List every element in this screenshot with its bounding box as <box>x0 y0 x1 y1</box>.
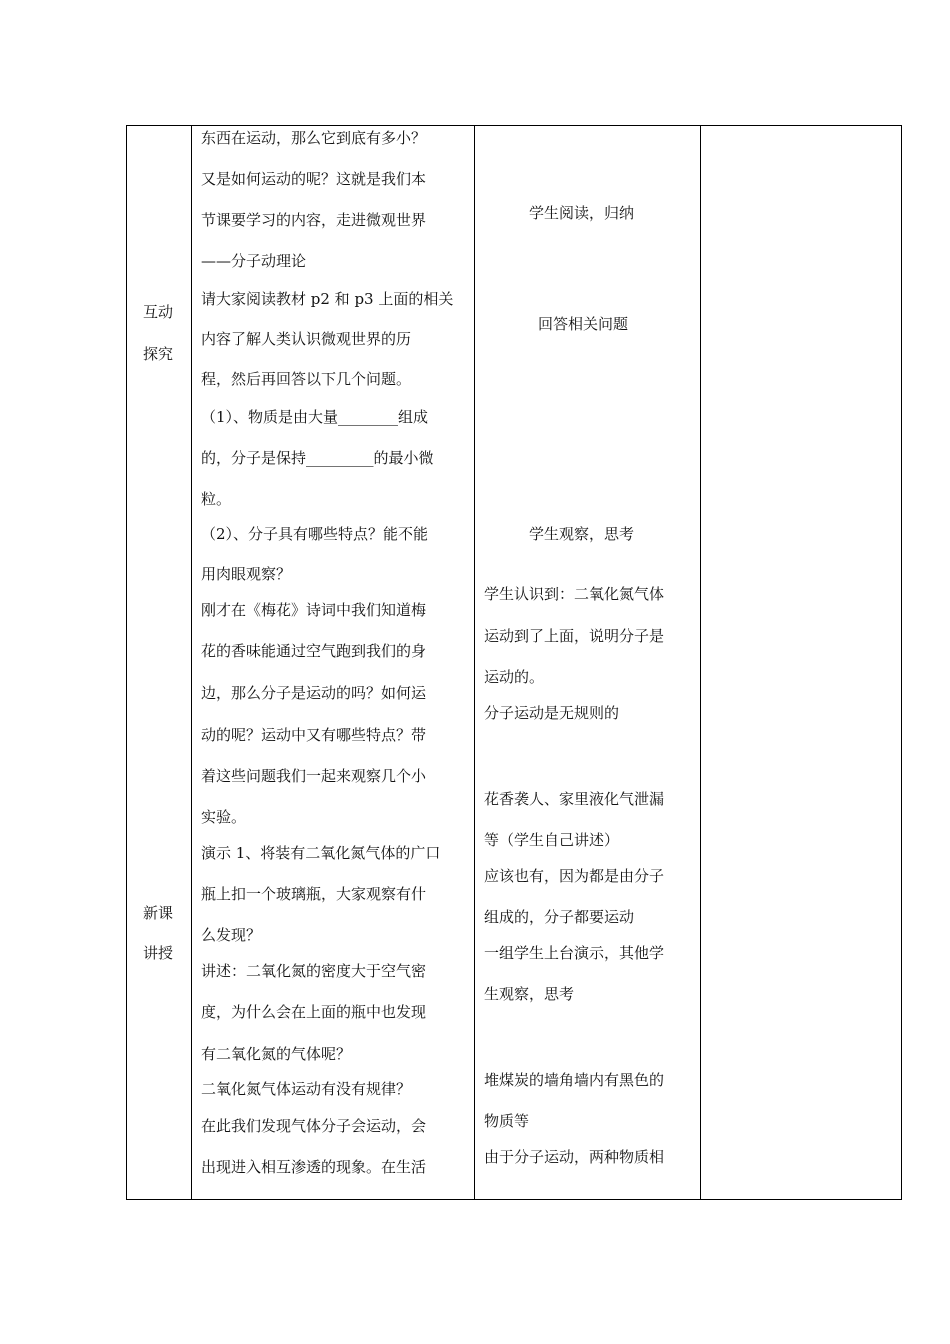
student-text-line: 分子运动是无规则的 <box>484 704 620 722</box>
column-divider <box>700 126 701 1199</box>
student-text-line: 物质等 <box>484 1112 530 1130</box>
teacher-text-line: 演示 1、将装有二氧化氮气体的广口 <box>201 844 441 862</box>
teacher-text-line: 着这些问题我们一起来观察几个小 <box>201 767 427 785</box>
student-text-line: 生观察，思考 <box>484 985 575 1003</box>
student-text-line: 运动的。 <box>484 668 545 686</box>
student-text-line: 堆煤炭的墙角墙内有黑色的 <box>484 1071 665 1089</box>
teacher-text-line: 二氧化氮气体运动有没有规律？ <box>201 1080 412 1098</box>
teacher-text-line: 用肉眼观察？ <box>201 565 292 583</box>
student-text-line: 应该也有，因为都是由分子 <box>484 867 665 885</box>
teacher-text-line: 有二氧化氮的气体呢？ <box>201 1045 352 1063</box>
teacher-text-line: 度，为什么会在上面的瓶中也发现 <box>201 1003 427 1021</box>
teacher-text-line: 么发现？ <box>201 926 262 944</box>
student-text-line: 运动到了上面，说明分子是 <box>484 627 665 645</box>
teacher-text-line: 又是如何运动的呢？这就是我们本 <box>201 170 427 188</box>
teacher-text-line: 动的呢？运动中又有哪些特点？带 <box>201 726 427 744</box>
teacher-text-line: 程，然后再回答以下几个问题。 <box>201 370 412 388</box>
column-divider <box>191 126 192 1199</box>
student-text-line: 学生观察，思考 <box>529 525 635 543</box>
student-text-line: 一组学生上台演示，其他学 <box>484 944 665 962</box>
teacher-text-line: 粒。 <box>201 490 232 508</box>
teacher-text-line: （1）、物质是由大量________组成 <box>201 408 429 426</box>
teacher-text-line: 东西在运动，那么它到底有多小？ <box>201 129 427 147</box>
teacher-text-line: 的，分子是保持_________的最小微 <box>201 449 434 467</box>
section-label-new-lesson: 讲授 <box>143 944 174 962</box>
teacher-text-line: （2）、分子具有哪些特点？能不能 <box>201 525 429 543</box>
student-text-line: 由于分子运动，两种物质相 <box>484 1148 665 1166</box>
student-text-line: 回答相关问题 <box>538 315 629 333</box>
teacher-text-line: 讲述：二氧化氮的密度大于空气密 <box>201 962 427 980</box>
teacher-text-line: 瓶上扣一个玻璃瓶，大家观察有什 <box>201 885 427 903</box>
teacher-text-line: 内容了解人类认识微观世界的历 <box>201 330 412 348</box>
student-text-line: 学生阅读，归纳 <box>529 204 635 222</box>
teacher-text-line: 在此我们发现气体分子会运动，会 <box>201 1117 427 1135</box>
teacher-text-line: 刚才在《梅花》诗词中我们知道梅 <box>201 601 427 619</box>
column-divider <box>474 126 475 1199</box>
section-label-new-lesson: 新课 <box>143 904 174 922</box>
section-label-interactive: 互动 <box>143 303 174 321</box>
section-label-interactive: 探究 <box>143 345 174 363</box>
teacher-text-line: 出现进入相互渗透的现象。在生活 <box>201 1158 427 1176</box>
teacher-text-line: ——分子动理论 <box>201 252 307 270</box>
teacher-text-line: 请大家阅读教材 p2 和 p3 上面的相关 <box>201 290 454 308</box>
student-text-line: 组成的，分子都要运动 <box>484 908 635 926</box>
lesson-table <box>126 125 902 1200</box>
teacher-text-line: 花的香味能通过空气跑到我们的身 <box>201 642 427 660</box>
teacher-text-line: 边，那么分子是运动的吗？如何运 <box>201 684 427 702</box>
teacher-text-line: 节课要学习的内容，走进微观世界 <box>201 211 427 229</box>
student-text-line: 花香袭人、家里液化气泄漏 <box>484 790 665 808</box>
teacher-text-line: 实验。 <box>201 808 247 826</box>
student-text-line: 学生认识到：二氧化氮气体 <box>484 585 665 603</box>
student-text-line: 等（学生自己讲述） <box>484 831 620 849</box>
